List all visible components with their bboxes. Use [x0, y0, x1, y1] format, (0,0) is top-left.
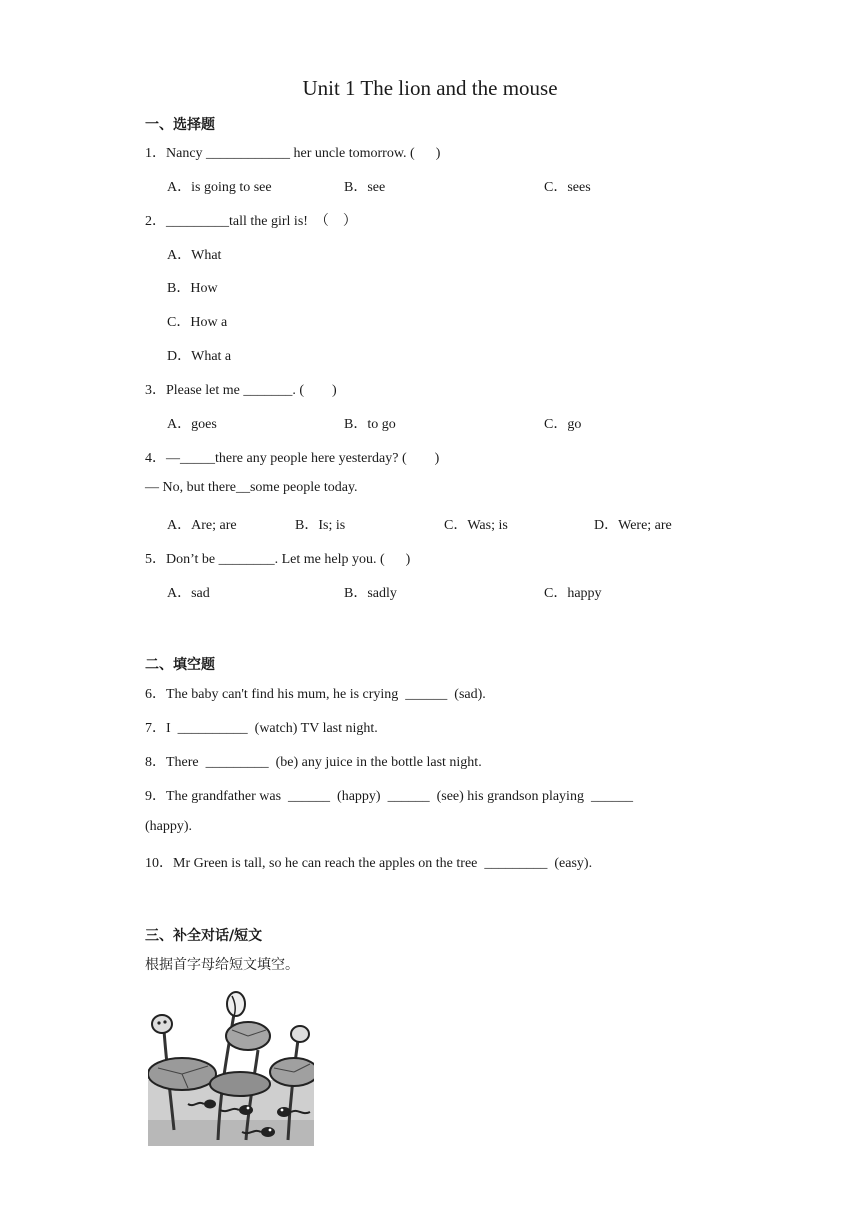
- question-9: 9．The grandfather was ______ (happy) ______ (see) his grandson playing ______: [145, 789, 633, 804]
- q4-option-b: B．Is; is: [295, 518, 346, 533]
- section-heading-passage: 三、补全对话/短文: [145, 928, 263, 944]
- q2-option-b: B．How: [167, 281, 218, 296]
- question-9-continued: (happy).: [145, 819, 193, 834]
- question-8: 8．There _________ (be) any juice in the bottle last night.: [145, 755, 482, 770]
- q1-option-a: A．is going to see: [167, 180, 272, 195]
- q2-option-c: C．How a: [167, 315, 228, 330]
- section-heading-fill: 二、填空题: [145, 657, 215, 673]
- q4-option-d: D．Were; are: [594, 518, 672, 533]
- question-4: 4．—_____there any people here yesterday? ( ): [145, 451, 440, 466]
- q1-option-c: C．sees: [544, 180, 591, 195]
- q4-option-a: A．Are; are: [167, 518, 237, 533]
- passage-instruction: 根据首字母给短文填空。: [145, 957, 299, 973]
- page-title: Unit 1 The lion and the mouse: [302, 76, 558, 100]
- question-6: 6．The baby can't find his mum, he is crying ______ (sad).: [145, 687, 486, 702]
- q4-option-c: C．Was; is: [444, 518, 508, 533]
- section-heading-choice: 一、选择题: [145, 117, 215, 133]
- q1-option-b: B．see: [344, 180, 386, 195]
- question-4-line-2: — No, but there__some people today.: [145, 480, 358, 495]
- q2-option-a: A．What: [167, 248, 222, 263]
- q3-option-b: B．to go: [344, 417, 396, 432]
- question-1: 1．Nancy ____________ her uncle tomorrow. ( ): [145, 146, 441, 161]
- question-5: 5．Don’t be ________. Let me help you. ( ): [145, 552, 411, 567]
- question-7: 7．I __________ (watch) TV last night.: [145, 721, 378, 736]
- question-2: 2．_________tall the girl is! （ ）: [145, 214, 357, 229]
- question-10: 10．Mr Green is tall, so he can reach the apples on the tree _________ (easy).: [145, 856, 593, 871]
- q5-option-a: A．sad: [167, 586, 210, 601]
- question-3: 3．Please let me _______. ( ): [145, 383, 337, 398]
- q3-option-a: A．goes: [167, 417, 217, 432]
- q5-option-b: B．sadly: [344, 586, 397, 601]
- q5-option-c: C．happy: [544, 586, 602, 601]
- q3-option-c: C．go: [544, 417, 582, 432]
- lotus-tadpoles-picture: [148, 990, 314, 1146]
- q2-option-d: D．What a: [167, 349, 232, 364]
